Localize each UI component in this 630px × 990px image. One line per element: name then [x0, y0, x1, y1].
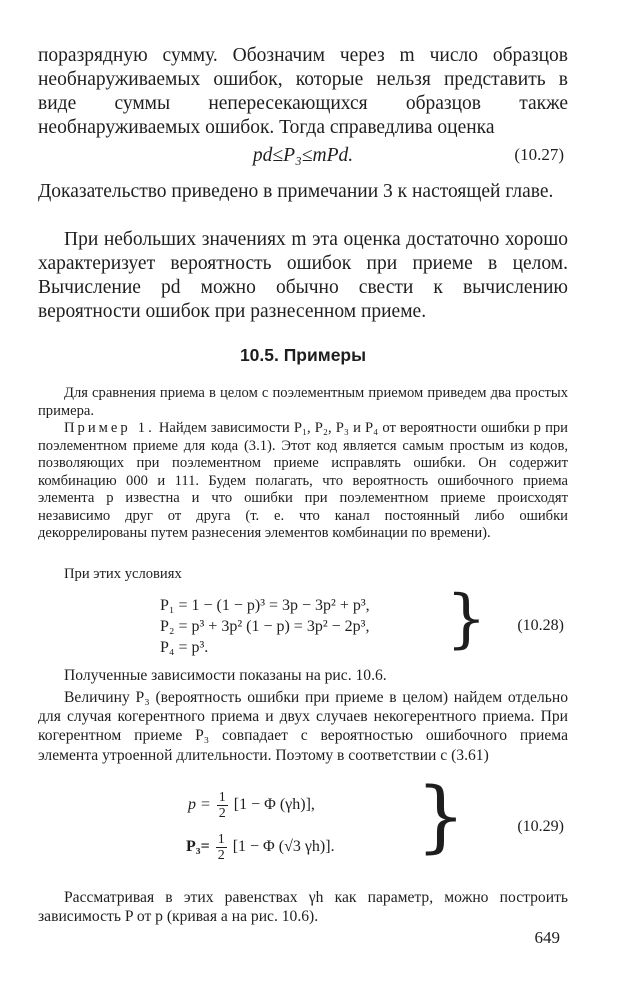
equation-10-28-number: (10.28) — [517, 617, 564, 634]
brace-10-28: } — [446, 582, 487, 656]
equation-10-27 — [38, 145, 568, 175]
example-text: Найдем зависимости P₁, P₂, P₃ и P₄ от вероятности ошибки p при поэлементном приеме для кода (3.1). Этот код является самым простым из кодов, позволяющих при поэлементном приеме исправлять ошибки. Он содержит комбинацию 000 и 111. Будем полагать, что вероятность ошибочного приема элемента p известна и что ошибки при поэлементном приеме происходят независимо друг от друга (т. е. что канал постоянный либо ошибки декоррелированы путем разнесения элементов комбинации по времени). — [38, 420, 568, 541]
equation-10-28-line-1: P₁ = 1 − (1 − p)³ = 3p − 3p² + p³, — [160, 597, 370, 614]
page-number: 649 — [534, 928, 560, 947]
paragraph-5 — [38, 420, 568, 543]
equation-10-28-line-3: P₄ = p³. — [160, 639, 209, 656]
paragraph-1: поразрядную сумму. Обозначим через m число образцов необнаруживаемых ошибок, которые нельзя представить в виде суммы непересекающихся образцов также необнаруживаемых ошибок. Тогда справедлива оценка — [38, 45, 568, 138]
paragraph-7: Полученные зависимости показаны на рис. 10.6. — [64, 667, 387, 684]
example-label: Пример 1. — [64, 420, 155, 436]
equation-10-28 — [38, 582, 568, 661]
equation-10-29-number: (10.29) — [517, 818, 564, 835]
section-title: 10.5. Примеры — [239, 345, 367, 365]
paragraph-8: Величину P₃ (вероятность ошибки при приеме в целом) найдем отдельно для случая когерентного приема и двух случаев некогерентного приема. При когерентном приеме P₃ совпадает с вероятностью ошибочного приема элемента утроенной длительности. Поэтому в соответствии с (3.61) — [38, 689, 568, 764]
brace-10-29: } — [416, 772, 466, 862]
paragraph-9: Рассматривая в этих равенствах γh как параметр, можно построить зависимость P от p (кривая a на рис. 10.6). — [38, 889, 568, 926]
paragraph-3: При небольших значениях m эта оценка достаточно хорошо характеризует вероятность ошибок при приеме в целом. Вычисление pd можно обычно свести к вычислению вероятности ошибок при разнесенном приеме. — [38, 229, 568, 322]
paragraph-2: Доказательство приведено в примечании 3 к настоящей главе. — [38, 181, 554, 202]
equation-10-28-line-2: P₂ = p³ + 3p² (1 − p) = 3p² − 2p³, — [160, 618, 370, 635]
fraction-half-2: $\frac{1}{2}$ — [217, 832, 225, 863]
equation-10-29-line-2: P₃= $\frac{1}{2}$ [1 − Φ (√3 γh)]. — [186, 832, 335, 863]
page — [38, 0, 568, 990]
paragraph-6: При этих условиях — [64, 566, 182, 582]
equation-10-29 — [38, 772, 568, 868]
equation-10-27-expr: pd≤P₃≤mPd. — [252, 145, 354, 166]
equation-10-29-line-1: p = $\frac{1}{2}$ [1 − Φ (γh)], — [188, 790, 315, 821]
paragraph-4: Для сравнения приема в целом с поэлементным приемом приведем два простых примера. — [38, 385, 568, 419]
fraction-half-1: $\frac{1}{2}$ — [218, 790, 226, 821]
equation-10-27-number: (10.27) — [514, 145, 564, 164]
